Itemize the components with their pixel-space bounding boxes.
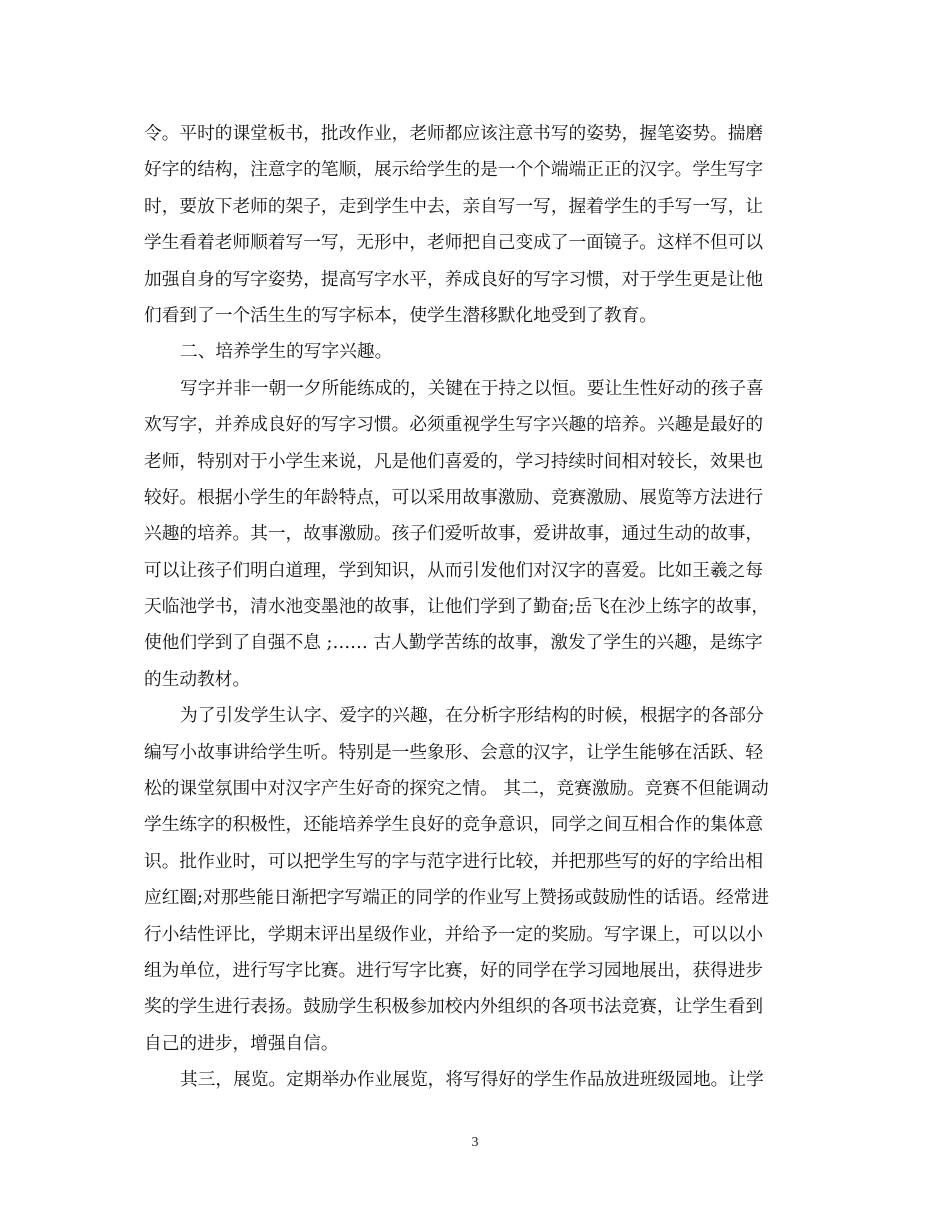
page-number: 3	[471, 1135, 479, 1150]
text-line: 较好。根据小学生的年龄特点，可以采用故事激励、竞赛激励、展览等方法进行	[144, 487, 764, 508]
text-line: 的生动教材。	[144, 669, 251, 690]
text-line: 奖的学生进行表扬。鼓励学生积极参加校内外组织的各项书法竞赛，让学生看到	[144, 997, 764, 1018]
text-line: 加强自身的写字姿势，提高写字水平，养成良好的写字习惯，对于学生更是让他	[144, 269, 764, 290]
text-line: 天临池学书，清水池变墨池的故事，让他们学到了勤奋;岳飞在沙上练字的故事，	[144, 597, 770, 618]
text-line: 老师，特别对于小学生来说，凡是他们喜爱的，学习持续时间相对较长，效果也	[144, 451, 764, 472]
text-line: 好字的结构，注意字的笔顺，展示给学生的是一个个端端正正的汉字。学生写字	[144, 160, 764, 181]
text-line: 松的课堂氛围中对汉字产生好奇的探究之情。 其二，竞赛激励。竞赛不但能调动	[144, 779, 769, 800]
text-line: 自己的进步，增强自信。	[144, 1033, 339, 1054]
text-line: 们看到了一个活生生的写字标本，使学生潜移默化地受到了教育。	[144, 305, 657, 326]
text-line: 令。平时的课堂板书，批改作业，老师都应该注意书写的姿势，握笔姿势。揣磨	[144, 124, 764, 144]
text-line: 使他们学到了自强不息 ;…… 古人勤学苦练的故事，激发了学生的兴趣，是练字	[144, 633, 763, 654]
text-line: 学生看着老师顺着写一写，无形中，老师把自己变成了一面镜子。这样不但可以	[144, 233, 764, 254]
text-line: 其三，展览。定期举办作业展览，将写得好的学生作品放进班级园地。让学	[180, 1070, 764, 1091]
text-line: 时，要放下老师的架子，走到学生中去，亲自写一写，握着学生的手写一写，让	[144, 196, 764, 217]
text-line: 应红圈;对那些能日渐把字写端正的同学的作业写上赞扬或鼓励性的话语。经常进	[144, 888, 770, 909]
text-line: 欢写字，并养成良好的写字习惯。必须重视学生写字兴趣的培养。兴趣是最好的	[144, 415, 764, 436]
body-text	[144, 116, 809, 1099]
text-line: 学生练字的积极性，还能培养学生良好的竞争意识，同学之间互相合作的集体意	[144, 815, 764, 836]
text-line: 为了引发学生认字、爱字的兴趣，在分析字形结构的时候，根据字的各部分	[180, 706, 764, 727]
text-line: 行小结性评比，学期末评出星级作业，并给予一定的奖励。写字课上，可以以小	[144, 924, 764, 945]
text-line: 识。批作业时，可以把学生写的字与范字进行比较，并把那些写的好的字给出相	[144, 851, 764, 872]
section-heading: 二、培养学生的写字兴趣。	[180, 342, 393, 363]
text-line: 可以让孩子们明白道理，学到知识，从而引发他们对汉字的喜爱。比如王羲之每	[144, 560, 764, 581]
text-line: 编写小故事讲给学生听。特别是一些象形、会意的汉字，让学生能够在活跃、轻	[144, 742, 764, 763]
text-line: 写字并非一朝一夕所能练成的，关键在于持之以恒。要让生性好动的孩子喜	[180, 378, 764, 399]
text-line: 兴趣的培养。其一，故事激励。孩子们爱听故事，爱讲故事，通过生动的故事，	[144, 524, 764, 545]
text-line: 组为单位，进行写字比赛。进行写字比赛，好的同学在学习园地展出，获得进步	[144, 960, 764, 981]
